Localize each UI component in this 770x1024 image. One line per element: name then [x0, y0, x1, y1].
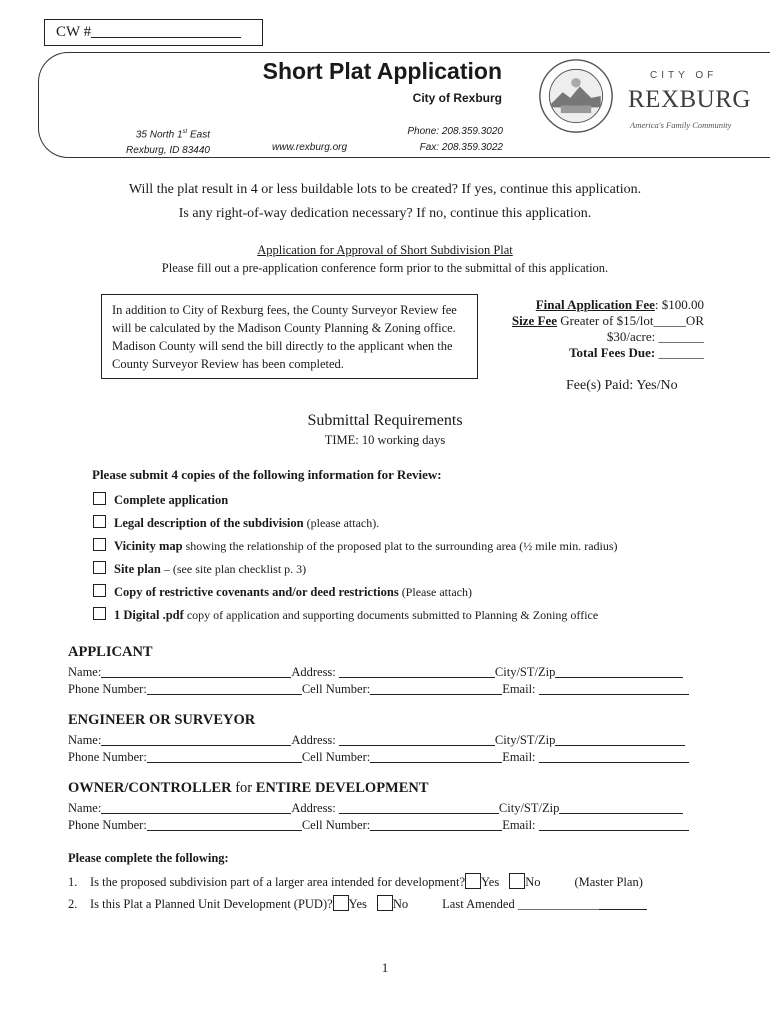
- cell-field[interactable]: [370, 818, 502, 831]
- list-item[interactable]: Complete application: [93, 489, 618, 512]
- phone: Phone: 208.359.3020: [407, 126, 503, 137]
- intro-question-1: Will the plat result in 4 or less buildable lots to be created? If yes, continue this application.: [128, 182, 642, 197]
- checkbox[interactable]: [93, 538, 106, 551]
- submittal-list: [93, 489, 618, 627]
- cell-field[interactable]: [370, 682, 502, 695]
- phone-label: Phone Number:: [68, 750, 147, 764]
- list-item[interactable]: Site plan – (see site plan checklist p. 3): [93, 558, 618, 581]
- page-number: 1: [381, 960, 389, 975]
- address-field[interactable]: [339, 733, 495, 746]
- application-title: Application for Approval of Short Subdivision Plat: [257, 243, 513, 257]
- city-field[interactable]: [555, 733, 685, 746]
- email-field[interactable]: [539, 682, 689, 695]
- application-note: Please fill out a pre-application conference form prior to the submittal of this application.: [161, 261, 609, 275]
- q2-no-checkbox[interactable]: [377, 895, 393, 911]
- county-fee-notice: In addition to City of Rexburg fees, the County Surveyor Review fee will be calculated by the Madison County Planning & Zoning office. Madison County will send the bill directly to the applicant when the County Surveyor Review has been completed.: [101, 294, 478, 379]
- address-sup: st: [182, 129, 188, 135]
- email-field[interactable]: [539, 750, 689, 763]
- checkbox[interactable]: [93, 515, 106, 528]
- list-item[interactable]: Vicinity map showing the relationship of the proposed plat to the surrounding area (½ mile min. radius): [93, 535, 618, 558]
- submittal-instruction: Please submit 4 copies of the following information for Review:: [92, 467, 442, 482]
- address-line-1: 35 North 1: [135, 129, 183, 141]
- page-subtitle: City of Rexburg: [412, 91, 502, 105]
- list-item[interactable]: Copy of restrictive covenants and/or deed restrictions (Please attach): [93, 581, 618, 604]
- applicant-form: [68, 664, 708, 698]
- master-plan-label: (Master Plan): [574, 875, 643, 889]
- checkbox[interactable]: [93, 561, 106, 574]
- logo-city-of: CITY OF: [650, 70, 718, 81]
- name-field[interactable]: [101, 801, 291, 814]
- intro-question-2: Is any right-of-way dedication necessary? If no, continue this application.: [178, 206, 592, 221]
- address-field[interactable]: [339, 801, 499, 814]
- address-line-1-end: East: [187, 129, 210, 141]
- size-fee-value: Greater of $15/lot_____OR: [557, 313, 704, 328]
- name-label: Name:: [68, 733, 102, 747]
- fees-paid: Fee(s) Paid: Yes/No: [566, 378, 678, 393]
- cell-field[interactable]: [370, 750, 502, 763]
- submittal-time: TIME: 10 working days: [324, 433, 446, 447]
- email-label: Email:: [502, 682, 539, 696]
- email-label: Email:: [502, 750, 539, 764]
- name-field[interactable]: [101, 665, 291, 678]
- city-label: City/ST/Zip: [498, 801, 560, 815]
- email-label: Email:: [502, 818, 539, 832]
- city-field[interactable]: [559, 801, 683, 814]
- checkbox[interactable]: [93, 607, 106, 620]
- final-fee-label: Final Application Fee: [535, 297, 655, 312]
- final-fee-value: : $100.00: [654, 297, 704, 312]
- cw-label: CW #: [56, 24, 92, 40]
- address-label: Address:: [291, 665, 339, 679]
- total-fees-label: Total Fees Due:: [569, 345, 656, 360]
- cell-label: Cell Number:: [301, 818, 371, 832]
- question-2: Is this Plat a Planned Unit Development (PUD)?: [90, 897, 333, 911]
- engineer-form: [68, 732, 713, 766]
- cell-label: Cell Number:: [301, 682, 371, 696]
- phone-field[interactable]: [147, 682, 302, 695]
- submittal-heading: Submittal Requirements: [307, 412, 463, 429]
- total-fees-value: _______: [655, 345, 704, 360]
- list-item[interactable]: Legal description of the subdivision (please attach).: [93, 512, 618, 535]
- address-field[interactable]: [339, 665, 495, 678]
- engineer-heading: ENGINEER OR SURVEYOR: [68, 712, 256, 728]
- owner-heading: OWNER/CONTROLLER for ENTIRE DEVELOPMENT: [68, 780, 429, 796]
- per-acre-fee: $30/acre: _______: [606, 329, 704, 344]
- cw-number-field[interactable]: [44, 19, 263, 46]
- logo-rexburg: REXBURG: [628, 86, 751, 113]
- fee-schedule: [480, 297, 704, 361]
- address-label: Address:: [291, 801, 339, 815]
- city-field[interactable]: [555, 665, 683, 678]
- checkbox[interactable]: [93, 492, 106, 505]
- page-title: Short Plat Application: [262, 58, 502, 84]
- list-item[interactable]: 1 Digital .pdf copy of application and supporting documents submitted to Planning & Zoning office: [93, 604, 618, 627]
- address-label: Address:: [291, 733, 339, 747]
- q1-yes-checkbox[interactable]: [465, 873, 481, 889]
- address-line-2: Rexburg, ID 83440: [126, 145, 210, 157]
- fax: Fax: 208.359.3022: [419, 142, 503, 153]
- city-label: City/ST/Zip: [494, 733, 556, 747]
- last-amended-field[interactable]: Last Amended _____________: [442, 897, 600, 911]
- website-link[interactable]: www.rexburg.org: [272, 142, 348, 153]
- city-label: City/ST/Zip: [494, 665, 556, 679]
- q1-no-checkbox[interactable]: [509, 873, 525, 889]
- cell-label: Cell Number:: [301, 750, 371, 764]
- phone-label: Phone Number:: [68, 682, 147, 696]
- email-field[interactable]: [539, 818, 689, 831]
- complete-questions: 1. Is the proposed subdivision part of a larger area intended for development? Yes No (Master Plan) 2. Is this Plat a Planned Unit Development (PUD)? Yes No Last Amended _____________: [68, 871, 728, 915]
- name-field[interactable]: [101, 733, 291, 746]
- question-1: Is the proposed subdivision part of a larger area intended for development?: [90, 875, 465, 889]
- owner-form: [68, 800, 708, 834]
- phone-label: Phone Number:: [68, 818, 147, 832]
- name-label: Name:: [68, 801, 102, 815]
- size-fee-label: Size Fee: [511, 313, 558, 328]
- logo-tagline: America's Family Community: [630, 120, 732, 130]
- checkbox[interactable]: [93, 584, 106, 597]
- address-block: [110, 124, 210, 159]
- q2-yes-checkbox[interactable]: [333, 895, 349, 911]
- phone-field[interactable]: [147, 750, 302, 763]
- contact-block: [380, 124, 503, 156]
- applicant-heading: APPLICANT: [68, 644, 153, 660]
- complete-heading: Please complete the following:: [68, 851, 229, 865]
- phone-field[interactable]: [147, 818, 302, 831]
- name-label: Name:: [68, 665, 102, 679]
- city-seal-icon: [538, 58, 614, 134]
